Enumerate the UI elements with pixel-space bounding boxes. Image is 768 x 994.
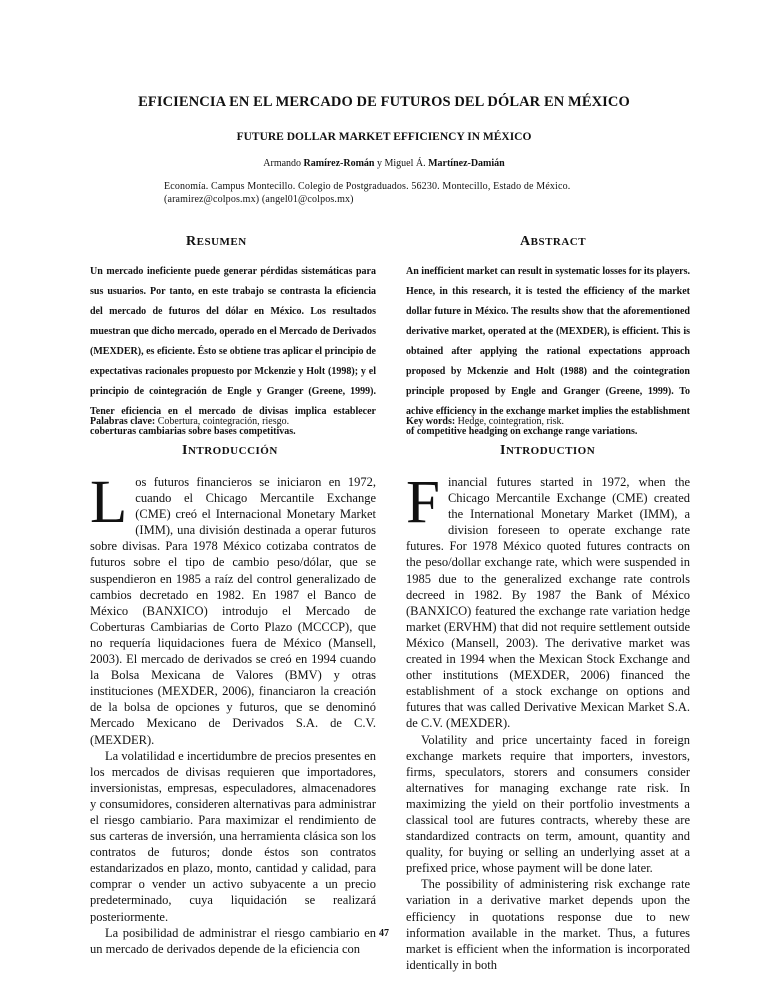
resumen-text: Un mercado ineficiente puede generar pérdidas sistemáticas para sus usuarios. Por tanto, en este trabajo se contrasta la eficiencia del mercado de futuros del dólar en México. Los resultados muestran que dicho mercado, operado en el Mercado de Derivados (MEXDER), es eficiente. Ésto se obtiene tras aplicar el principio de expectativas racionales propuesto por Mckenzie y Holt (1998); y el principio de cointegración de Engle y Granger (Greene, 1999). Tener eficiencia en el mercado de divisas implica establecer coberturas cambiarias sobre bases competitivas.: [90, 266, 376, 437]
intro-es-p2: La volatilidad e incertidumbre de precios presentes en los mercados de divisas requieren que importadores, inversionistas, empresas, especuladores, almacenadores y consumidores, consideren alternativas para administrar el riesgo cambiario. Para maximizar el rendimiento de sus carteras de inversión, una herramienta clásica son los contratos de futuros; donde éstos son contratos estandarizados en plazo, monto, cantidad y calidad, para comprar o vender un activo subyacente a un precio predeterminado, cuya liquidación se realizará posteriormente.: [90, 748, 376, 924]
emails: (aramirez@colpos.mx) (angel01@colpos.mx): [164, 194, 354, 205]
intro-en-dropcap: F: [406, 469, 440, 536]
article-title: EFICIENCIA EN EL MERCADO DE FUTUROS DEL DÓLAR EN MÉXICO: [138, 94, 630, 110]
affiliation: Economía. Campus Montecillo. Colegio de Postgraduados. 56230. Montecillo, Estado de México.: [164, 181, 571, 192]
author1-first: Armando: [263, 158, 302, 169]
author2-last: Martínez-Damián: [428, 158, 505, 169]
intro-es-p3: La posibilidad de administrar el riesgo cambiario en un mercado de derivados depende de la eficiencia con: [90, 925, 376, 956]
intro-es-dropcap: L: [90, 469, 128, 536]
abstract-heading: [520, 234, 586, 250]
page-number: 47: [379, 928, 389, 939]
intro-es-heading-cap: I: [182, 443, 188, 458]
intro-es-paragraph: [90, 469, 376, 748]
abstract-heading-cap: A: [520, 234, 531, 249]
resumen-keywords: [90, 416, 380, 427]
intro-en-heading-rest: NTRODUCTION: [505, 445, 596, 457]
resumen-heading-cap: R: [186, 234, 197, 249]
intro-en-p2: Volatility and price uncertainty faced in foreign exchange markets require that importers, investors, firms, speculators, storers and consumers consider alternatives for managing exchange rate risk. In maximizing the yield on their portfolio investments a classical tool are futures contracts, whereby these are standardized contracts on term, amount, quantity and quality, for buying or selling an underlying asset at a prefixed price, whose payment will be done later.: [406, 732, 690, 876]
abstract-text: An inefficient market can result in systematic losses for its players. Hence, in this research, it is tested the efficiency of the market dollar future in México. The results show that the aforementioned derivative market, operated at the (MEXDER), is efficient. This is obtained after applying the rational expectations approach proposed by Mckenzie and Holt (1988) and the cointegration principle proposed by Engle and Granger (Greene, 1999). To achive efficiency in the exchange market implies the establishment of competitive headging on exchange range variations.: [406, 266, 690, 437]
resumen-keywords-label: Palabras clave:: [90, 416, 156, 427]
intro-en-p1: inancial futures started in 1972, when the Chicago Mercantile Exchange (CME) created the International Monetary Market (IMM), a division foreseen to operate exchange rate futures. For 1978 México quoted futures contracts on the peso/dollar exchange rate, which were suspended in 1985 due to the generalized exchange rate controls decreed in 1982. By 1987 the Bank of México (BANXICO) featured the exchange rate variation hedge market (ERVHM) that did not require settlement outside México (Mansell, 2003). The derivative market was created in 1994 when the Mexican Stock Exchange and other institutions (MEXDER, 2006) financed the establishment of a stock exchange on options and futures that was called Derivative Mexican Market S.A. de C.V. (MEXDER).: [406, 475, 690, 731]
intro-en-paragraph: [406, 469, 690, 732]
abstract-keywords: [406, 416, 696, 427]
author1-last: Ramírez-Román: [303, 158, 375, 169]
article-subtitle: FUTURE DOLLAR MARKET EFFICIENCY IN MÉXICO: [236, 131, 532, 143]
abstract-keywords-text: Hedge, cointegration, risk.: [457, 416, 565, 427]
abstract-heading-rest: BSTRACT: [530, 236, 587, 248]
resumen-heading-rest: ESUMEN: [196, 236, 247, 248]
intro-es-p1: os futuros financieros se iniciaron en 1972, cuando el Chicago Mercantile Exchange (CME) creó el Internacional Monetary Market (IMM), una división destinada a operar futuros sobre divisas. Para 1978 México cotizaba contratos de futuros sobre el tipo de cambio peso/dólar, que se suspendieron en 1985 a raíz del control generalizado de cambios decretado en 1982. En 1987 el Banco de México (BANXICO) introdujo el Mercado de Coberturas Cambiarias de Corto Plazo (MCCCP), que no requería liquidaciones fuera de México (Mansell, 2003). El mercado de derivados se creó en 1994 cuando la Bolsa Mexicana de Valores (BMV) y otras instituciones (MEXDER, 2006), financiaron la creación de la bolsa de opciones y futuros, que se denominó Mercado Mexicano de Derivados S.A. de C.V. (MEXDER).: [90, 475, 376, 747]
abstract-keywords-label: Key words:: [406, 416, 456, 427]
intro-en-heading: [500, 443, 595, 459]
resumen-heading: [186, 234, 247, 250]
author-join: y: [376, 158, 382, 169]
intro-en-p3: The possibility of administering risk exchange rate variation in a derivative market depends upon the efficiency in quotations response due to new information available in the market. Thus, a futures market is efficient when the information is incorporated identically in both: [406, 877, 690, 972]
affiliation-block: [164, 180, 644, 206]
intro-es-body: [90, 469, 376, 957]
intro-es-heading-rest: NTRODUCCIÓN: [187, 445, 278, 457]
author2-first: Miguel Á.: [384, 158, 426, 169]
intro-es-heading: [182, 443, 278, 459]
author-line: [0, 158, 768, 169]
resumen-keywords-text: Cobertura, cointegración, riesgo.: [157, 416, 290, 427]
intro-en-heading-cap: I: [500, 443, 506, 458]
intro-en-body: [406, 469, 690, 973]
